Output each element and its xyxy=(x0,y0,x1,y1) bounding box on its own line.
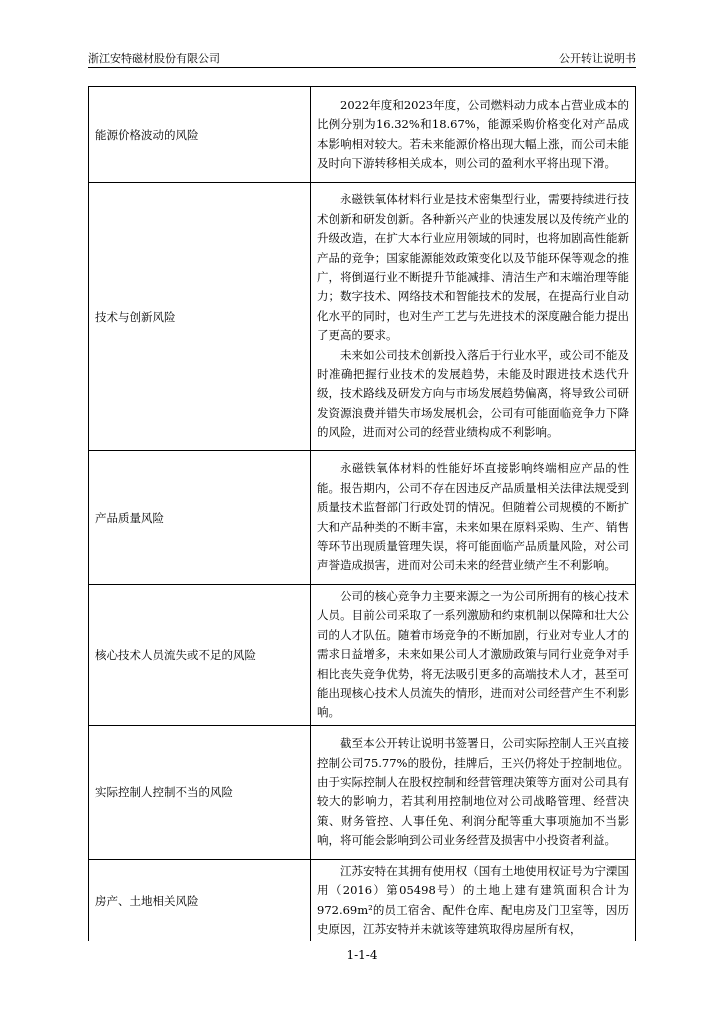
risk-paragraph: 公司的核心竞争力主要来源之一为公司所拥有的核心技术人员。目前公司采取了一系列激励和约束机制以保障和壮大公司的人才队伍。随着市场竞争的不断加剧，行业对专业人才的需求日益增多，未来如果公司人才激励政策与同行业竞争对手相比丧失竞争优势，将无法吸引更多的高端技术人才，甚至可能出现核心技术人员流失的情形，进而对公司经营产生不利影响。 xyxy=(317,589,629,720)
risk-paragraph: 永磁铁氧体材料的性能好坏直接影响终端相应产品的性能。报告期内，公司不存在因违反产品质量相关法律法规受到质量技术监督部门行政处罚的情况。但随着公司规模的不断扩大和产品种类的不断丰富，未来如果在原料采购、生产、销售等环节出现质量管理失误，将可能面临产品质量风险，对公司声誉造成损害，进而对公司未来的经营业绩产生不利影响。 xyxy=(317,461,629,573)
risk-paragraph: 截至本公开转让说明书签署日，公司实际控制人王兴直接控制公司75.77%的股份，挂牌后，王兴仍将处于控制地位。由于实际控制人在股权控制和经营管理决策等方面对公司具有较大的影响力，若其利用控制地位对公司战略管理、经营决策、财务管控、人事任免、利润分配等重大事项施加不当影响，将可能会影响到公司业务经营及损害中小投资者利益。 xyxy=(317,736,629,848)
risk-description xyxy=(311,585,636,726)
table-row xyxy=(89,725,636,859)
risk-description xyxy=(311,183,636,451)
header-divider xyxy=(88,67,636,68)
risk-name: 核心技术人员流失或不足的风险 xyxy=(89,585,311,726)
risk-description xyxy=(311,451,636,585)
table-row xyxy=(89,585,636,726)
risk-paragraph: 未来如公司技术创新投入落后于行业水平，或公司不能及时准确把握行业技术的发展趋势，未能及时跟进技术迭代升级，技术路线及研发方向与市场发展趋势偏离，将导致公司研发资源浪费并错失市场发展机会，公司有可能面临竞争力下降的风险，进而对公司的经营业绩构成不利影响。 xyxy=(317,347,629,440)
header-company-name: 浙江安特磁材股份有限公司 xyxy=(88,52,220,65)
table-row xyxy=(89,859,636,941)
risk-name: 实际控制人控制不当的风险 xyxy=(89,725,311,859)
page-number: 1-1-4 xyxy=(346,948,378,962)
risk-paragraph: 永磁铁氧体材料行业是技术密集型行业，需要持续进行技术创新和研发创新。各种新兴产业的快速发展以及传统产业的升级改造，在扩大本行业应用领域的同时，也将加剧高性能新产品的竞争；国家能源能效政策变化以及节能环保等观念的推广，将倒逼行业不断提升节能减排、清洁生产和末端治理等能力；数字技术、网络技术和智能技术的发展，在提高行业自动化水平的同时，也对生产工艺与先进技术的深度融合能力提出了更高的要求。 xyxy=(317,192,629,343)
table-row xyxy=(89,183,636,451)
page-header xyxy=(88,50,636,66)
header-document-title: 公开转让说明书 xyxy=(559,52,636,65)
risk-name: 技术与创新风险 xyxy=(89,183,311,451)
risk-description xyxy=(311,725,636,859)
risk-description xyxy=(311,87,636,183)
risk-paragraph: 2022年度和2023年度，公司燃料动力成本占营业成本的比例分别为16.32%和18.67%，能源采购价格变化对产品成本影响相对较大。若未来能源价格出现大幅上涨，而公司未能及时向下游转移相关成本，则公司的盈利水平将出现下滑。 xyxy=(317,97,629,170)
table-row xyxy=(89,87,636,183)
risk-name: 产品质量风险 xyxy=(89,451,311,585)
risk-paragraph: 江苏安特在其拥有使用权（国有土地使用权证号为宁溧国用（2016）第05498号）的土地上建有建筑面积合计为972.69m²的员工宿舍、配件仓库、配电房及门卫室等，因历史原因，江苏安特并未就该等建筑取得房屋所有权， xyxy=(317,863,629,937)
risk-factors-table xyxy=(88,86,636,941)
table-row xyxy=(89,451,636,585)
risk-name: 房产、土地相关风险 xyxy=(89,859,311,941)
risk-name: 能源价格波动的风险 xyxy=(89,87,311,183)
risk-description xyxy=(311,859,636,941)
